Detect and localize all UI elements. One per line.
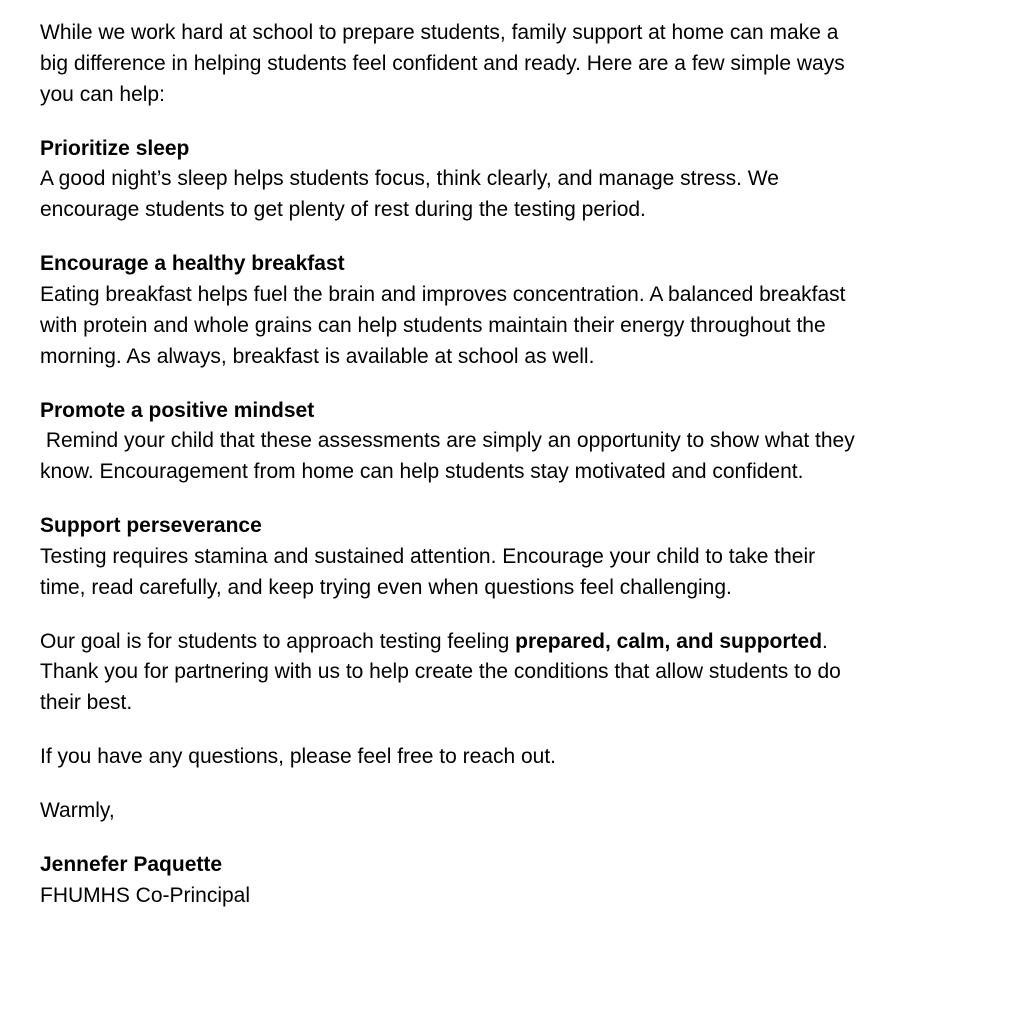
tip-heading: Support perseverance	[40, 514, 262, 538]
tip-heading: Encourage a healthy breakfast	[40, 252, 345, 276]
signature-title: FHUMHS Co-Principal	[40, 884, 251, 908]
goal-text: Our goal is for students to approach testing feeling	[40, 629, 516, 653]
intro-line: While we work hard at school to prepare students, family support at home can make a	[40, 21, 839, 44]
tip-heading: Prioritize sleep	[40, 136, 190, 160]
goal-line: their best.	[40, 691, 133, 715]
tip-line: Remind your child that these assessments are simply an opportunity to show what they	[40, 429, 855, 453]
tip-line: time, read carefully, and keep trying even when questions feel challenging.	[40, 575, 732, 599]
intro-line: big difference in helping students feel confident and ready. Here are a few simple ways	[40, 51, 845, 75]
tip-line: Eating breakfast helps fuel the brain and improves concentration. A balanced breakfast	[40, 282, 846, 306]
questions-paragraph	[40, 742, 1011, 773]
intro-line: you can help:	[40, 82, 165, 106]
goal-period: .	[822, 629, 828, 653]
signature-block	[40, 850, 1011, 912]
goal-line: Thank you for partnering with us to help create the conditions that allow students to do	[40, 660, 841, 684]
tip-line: know. Encouragement from home can help students stay motivated and confident.	[40, 460, 804, 484]
tip-mindset	[40, 396, 1011, 488]
intro-paragraph	[40, 18, 1011, 110]
closing-text: Warmly,	[40, 799, 115, 823]
tip-line: morning. As always, breakfast is available at school as well.	[40, 344, 595, 368]
goal-paragraph	[40, 627, 1011, 719]
goal-emphasis: prepared, calm, and supported	[515, 629, 823, 653]
tip-perseverance	[40, 511, 1011, 603]
tip-breakfast	[40, 249, 1011, 372]
tip-line: encourage students to get plenty of rest during the testing period.	[40, 198, 646, 222]
tip-line: A good night’s sleep helps students focus, think clearly, and manage stress. We	[40, 167, 779, 191]
goal-line	[40, 627, 1011, 658]
tip-heading: Promote a positive mindset	[40, 398, 315, 422]
tip-sleep	[40, 134, 1011, 226]
signature-name: Jennefer Paquette	[40, 853, 223, 877]
closing-paragraph	[40, 796, 1011, 827]
tip-line: Testing requires stamina and sustained attention. Encourage your child to take their	[40, 544, 816, 568]
tip-line: with protein and whole grains can help students maintain their energy throughout the	[40, 313, 826, 337]
questions-text: If you have any questions, please feel free to reach out.	[40, 745, 556, 769]
